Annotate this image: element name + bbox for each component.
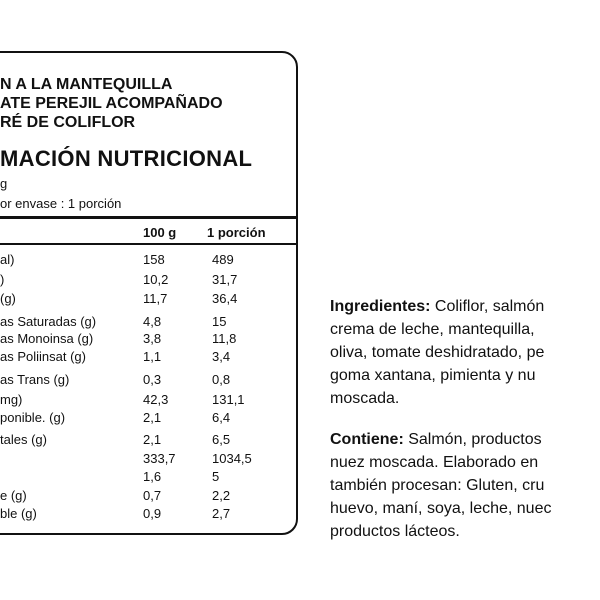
nutrient-name: as Poliinsat (g): [0, 349, 86, 364]
contains-text: huevo, maní, soya, leche, nuec: [330, 500, 552, 517]
nutrition-row: [0, 251, 300, 268]
nutrient-name: as Saturadas (g): [0, 314, 97, 329]
nutrient-name: tales (g): [0, 432, 47, 447]
value-per-100g: 42,3: [143, 392, 169, 407]
nutrition-row: [0, 409, 300, 426]
ingredients-label: Ingredientes:: [330, 298, 431, 315]
value-per-portion: 6,4: [212, 410, 231, 425]
product-title-line: RÉ DE COLIFLOR: [0, 114, 136, 131]
value-per-100g: 3,8: [143, 331, 162, 346]
nutrient-name: ponible. (g): [0, 410, 66, 425]
serving-size: g: [0, 176, 8, 191]
value-per-portion: 131,1: [212, 392, 245, 407]
nutrient-name: as Trans (g): [0, 372, 70, 387]
nutrition-row: [0, 487, 300, 504]
nutrition-row: [0, 330, 300, 347]
nutrition-row: [0, 313, 300, 330]
value-per-portion: 6,5: [212, 432, 231, 447]
ingredients-text: moscada.: [330, 390, 400, 407]
value-per-100g: 333,7: [143, 451, 176, 466]
value-per-100g: 0,7: [143, 488, 162, 503]
value-per-100g: 2,1: [143, 432, 162, 447]
nutrient-name: ble (g): [0, 506, 37, 521]
nutrition-row: [0, 371, 300, 388]
divider: [0, 243, 298, 245]
value-per-100g: 4,8: [143, 314, 162, 329]
contains-block: [330, 428, 600, 543]
nutrient-name: e (g): [0, 488, 27, 503]
nutrition-row: [0, 505, 300, 522]
servings-per-container: or envase : 1 porción: [0, 196, 122, 211]
ingredients-text: oliva, tomate deshidratado, pe: [330, 344, 545, 361]
nutrient-name: (g): [0, 291, 16, 306]
value-per-portion: 31,7: [212, 272, 238, 287]
nutrition-row: [0, 290, 300, 307]
value-per-100g: 11,7: [143, 291, 168, 306]
column-header-portion: 1 porción: [207, 225, 266, 240]
nutrition-row: [0, 450, 300, 467]
nutrient-name: ): [0, 272, 5, 287]
value-per-portion: 3,4: [212, 349, 231, 364]
value-per-portion: 15: [212, 314, 227, 329]
product-title-line: N A LA MANTEQUILLA: [0, 76, 173, 93]
contains-text: Salmón, productos: [403, 431, 542, 448]
value-per-portion: 2,7: [212, 506, 231, 521]
value-per-100g: 1,6: [143, 469, 162, 484]
ingredients-block: [330, 295, 600, 410]
column-header-100g: 100 g: [143, 225, 177, 240]
ingredients-text: goma xantana, pimienta y nu: [330, 367, 536, 384]
nutrient-name: as Monoinsa (g): [0, 331, 94, 346]
value-per-100g: 158: [143, 252, 165, 267]
value-per-portion: 11,8: [212, 331, 237, 346]
value-per-100g: 2,1: [143, 410, 162, 425]
divider: [0, 216, 298, 219]
value-per-100g: 0,9: [143, 506, 162, 521]
contains-text: nuez moscada. Elaborado en: [330, 454, 539, 471]
nutrient-name: al): [0, 252, 15, 267]
value-per-portion: 5: [212, 469, 220, 484]
contains-text: también procesan: Gluten, cru: [330, 477, 545, 494]
ingredients-text: crema de leche, mantequilla,: [330, 321, 535, 338]
nutrition-row: [0, 271, 300, 288]
ingredients-text: Coliflor, salmón: [430, 298, 545, 315]
value-per-portion: 36,4: [212, 291, 238, 306]
nutrition-row: [0, 431, 300, 448]
contains-label: Contiene:: [330, 431, 404, 448]
nutrition-row: [0, 391, 300, 408]
product-title: [0, 75, 300, 132]
nutrition-row: [0, 348, 300, 365]
value-per-portion: 0,8: [212, 372, 231, 387]
contains-text: productos lácteos.: [330, 523, 460, 540]
value-per-portion: 489: [212, 252, 234, 267]
product-title-line: ATE PEREJIL ACOMPAÑADO: [0, 95, 223, 112]
value-per-100g: 1,1: [143, 349, 162, 364]
nutrition-row: [0, 468, 300, 485]
value-per-100g: 0,3: [143, 372, 162, 387]
value-per-portion: 2,2: [212, 488, 231, 503]
value-per-portion: 1034,5: [212, 451, 252, 466]
nutrient-name: mg): [0, 392, 23, 407]
value-per-100g: 10,2: [143, 272, 169, 287]
nutrition-heading: MACIÓN NUTRICIONAL: [0, 146, 253, 171]
